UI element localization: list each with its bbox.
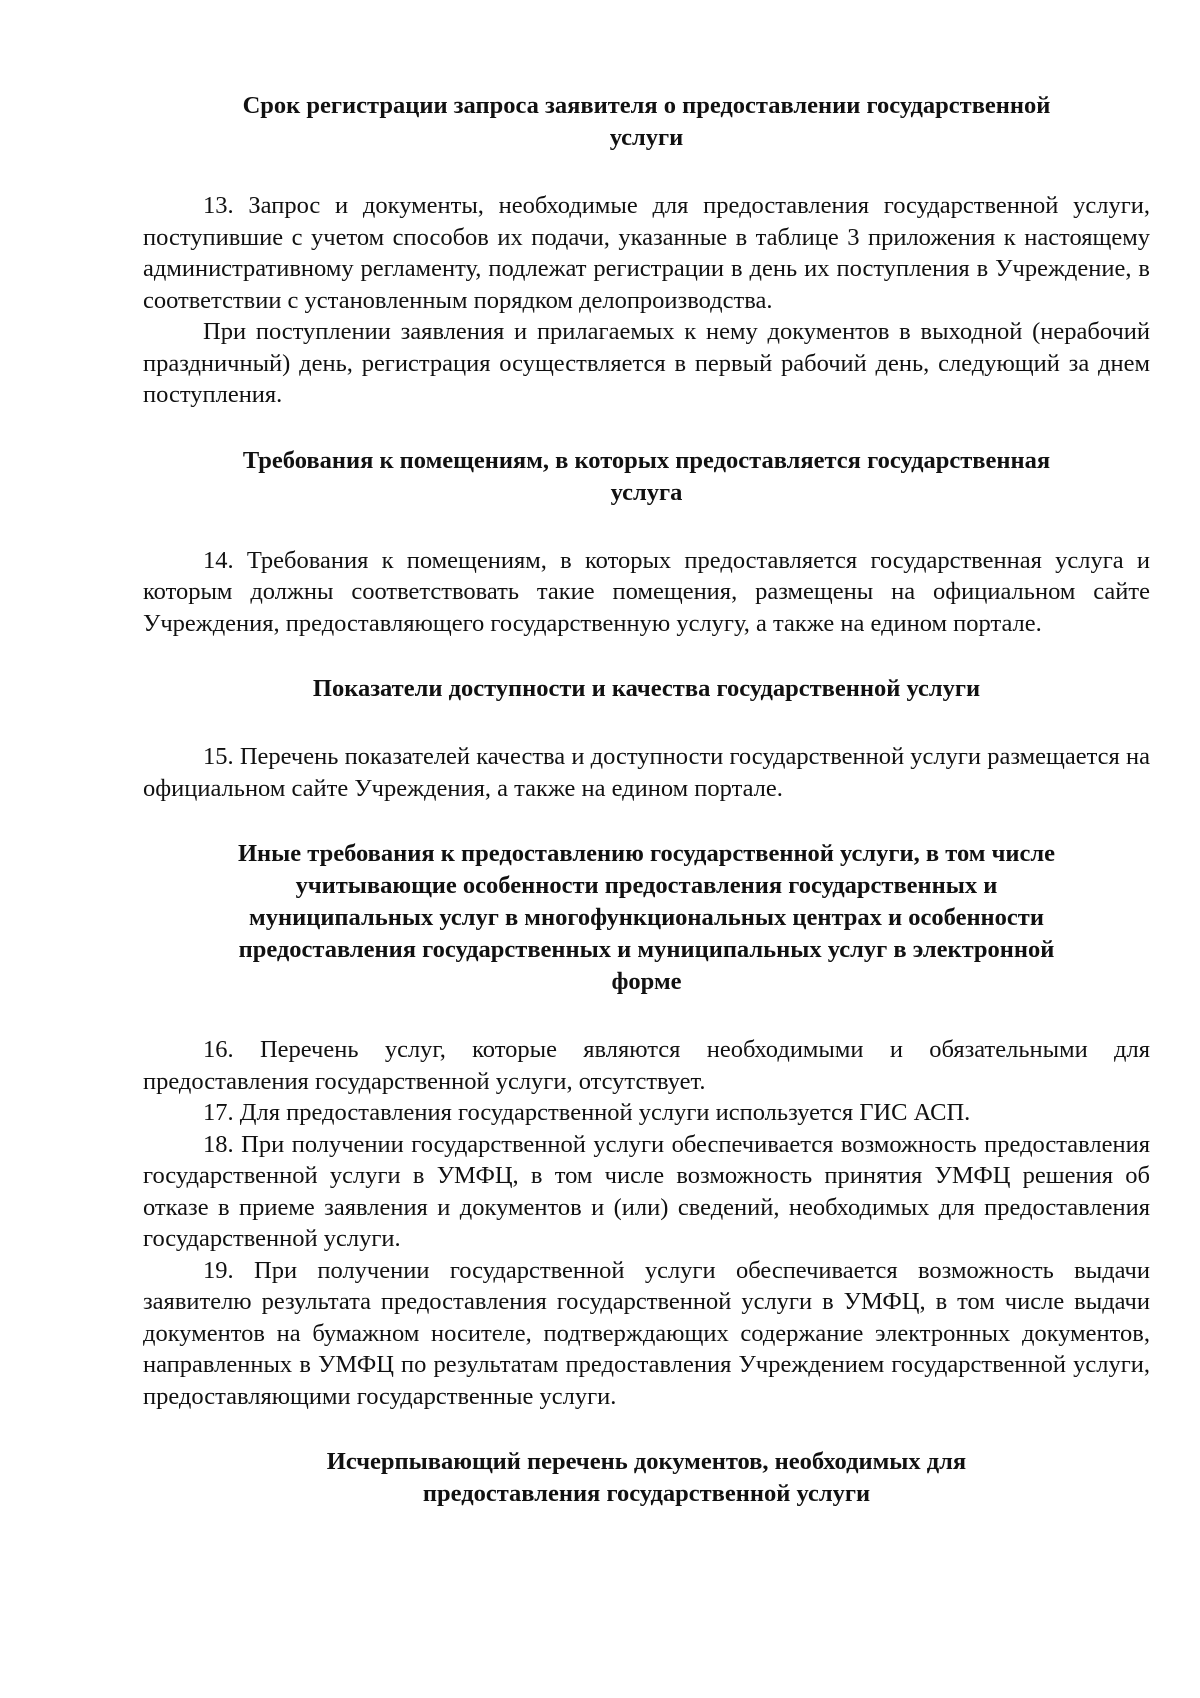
section-heading [143,1446,1150,1510]
paragraph-18: 18. При получении государственной услуги обеспечивается возможность предоставления государственной услуги в УМФЦ, в том числе возможность принятия УМФЦ решения об отказе в приеме заявления и документов и (или) сведений, необходимых для предоставления государственной услуги. [143,1130,1150,1252]
section-heading [143,838,1150,998]
paragraph-13: 13. Запрос и документы, необходимые для предоставления государственной услуги, поступившие с учетом способов их подачи, указанные в таблице 3 приложения к настоящему административному регламенту, подлежат регистрации в день их поступления в Учреждение, в соответствии с установленным порядком делопроизводства. [143,192,1150,314]
heading-line: учитывающие особенности предоставления государственных и [295,872,998,899]
section-exhaustive-document-list [143,1446,1150,1510]
heading-line: предоставления государственных и муниципальных услуг в электронной [238,936,1055,963]
heading-line: услуга [610,478,683,506]
heading-line: форме [611,968,682,995]
heading-line: Иные требования к предоставлению государственной услуги, в том числе [237,840,1056,867]
paragraph-14: 14. Требования к помещениям, в которых предоставляется государственная услуга и которым должны соответствовать такие помещения, размещены на официальном сайте Учреждения, предоставляющего государственную услугу, а также на едином портале. [143,546,1150,637]
paragraph-13-continued: При поступлении заявления и прилагаемых к нему документов в выходной (нерабочий праздничный) день, регистрация осуществляется в первый рабочий день, следующий за днем поступления. [143,318,1150,408]
heading-line: предоставления государственной услуги [422,1480,871,1507]
paragraph-19: 19. При получении государственной услуги обеспечивается возможность выдачи заявителю результата предоставления государственной услуги в УМФЦ, в том числе выдачи документов на бумажном носителе, подтверждающих содержание электронных документов, направленных в УМФЦ по результатам предоставления Учреждением государственной услуги, предоставляющими государственные услуги. [143,1256,1150,1410]
paragraph-15: 15. Перечень показателей качества и доступности государственной услуги размещается на официальном сайте Учреждения, а также на едином портале. [143,743,1150,802]
heading-line: Исчерпывающий перечень документов, необходимых для [326,1448,967,1475]
section-heading [143,673,1150,705]
paragraph-17: 17. Для предоставления государственной услуги используется ГИС АСП. [203,1099,971,1126]
paragraph-16: 16. Перечень услуг, которые являются необходимыми и обязательными для предоставления государственной услуги, отсутствует. [143,1036,1150,1095]
heading-line: Требования к помещениям, в которых предоставляется государственная [242,446,1051,474]
document-body [143,90,1150,1510]
section-heading [143,445,1150,509]
heading-line: Срок регистрации запроса заявителя о предоставлении государственной [242,92,1051,119]
heading-line: Показатели доступности и качества государственной услуги [312,675,981,702]
section-quality-indicators [143,673,1150,804]
section-registration-deadline [143,90,1150,411]
section-heading [143,90,1150,154]
heading-line: услуги [609,124,684,151]
heading-line: муниципальных услуг в многофункциональных центрах и особенности [249,904,1044,931]
section-other-requirements [143,838,1150,1412]
section-premises-requirements [143,445,1150,640]
